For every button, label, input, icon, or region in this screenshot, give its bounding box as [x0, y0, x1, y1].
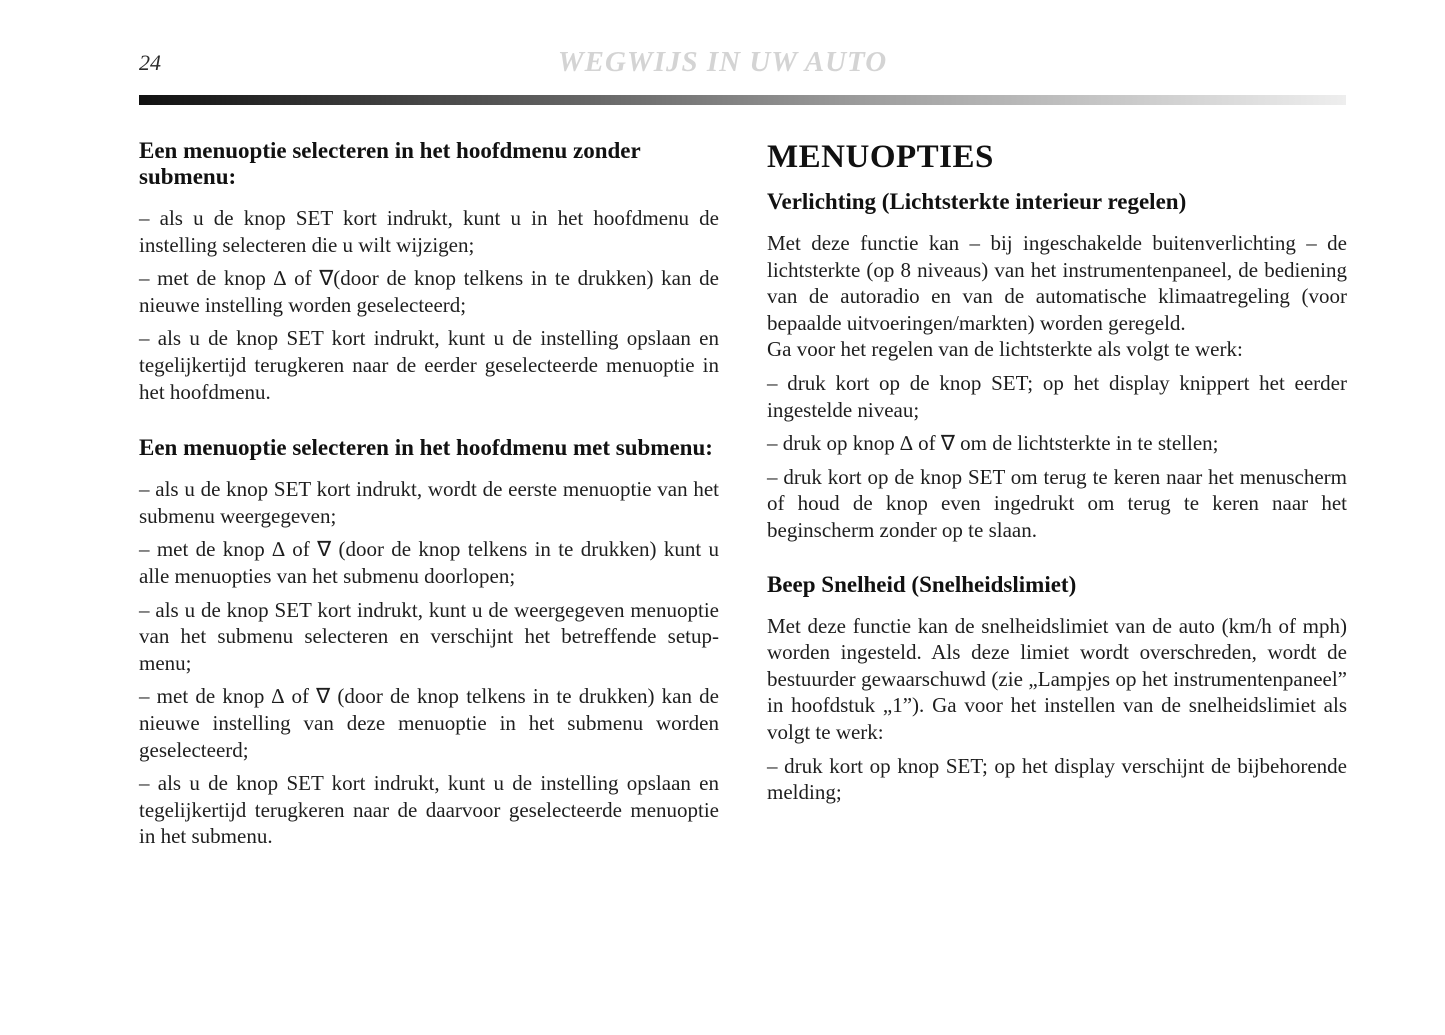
paragraph: – als u de knop SET kort indrukt, kunt u de weergegeven menuoptie van het submenu selecteren en verschijnt het betreffende setup-menu; [139, 597, 719, 675]
paragraph: – als u de knop SET kort indrukt, kunt u in het hoofdmenu de instelling selecteren die u wilt wijzigen; [139, 206, 719, 257]
header-rule [139, 95, 1346, 105]
section-heading-no-submenu: Een menuoptie selecteren in het hoofdmenu zonder submenu: [139, 138, 641, 189]
section-heading-with-submenu: Een menuoptie selecteren in het hoofdmenu met submenu: [139, 435, 713, 461]
right-column [767, 138, 1347, 813]
paragraph: – als u de knop SET kort indrukt, kunt u de instelling opslaan en tegelijkertijd terugkeren naar de daarvoor geselecteerde menuoptie in het submenu. [139, 771, 719, 849]
page-number: 24 [139, 50, 161, 75]
paragraph: – druk kort op de knop SET om terug te keren naar het menuscherm of houd de knop even ingedrukt om terug te keren naar het beginscherm zonder op te slaan. [767, 464, 1347, 542]
section-heading-verlichting: Verlichting (Lichtsterkte interieur regelen) [767, 189, 1187, 214]
paragraph: – met de knop ∆ of ∇ (door de knop telkens in te drukken) kan de nieuwe instelling van deze menuoptie in het submenu worden geselecteerd; [139, 684, 719, 762]
paragraph: Ga voor het regelen van de lichtsterkte als volgt te werk: [767, 337, 1243, 362]
running-title: WEGWIJS IN UW AUTO [557, 46, 888, 78]
paragraph: – met de knop ∆ of ∇ (door de knop telkens in te drukken) kunt u alle menuopties van het submenu doorlopen; [139, 537, 719, 588]
paragraph: – druk kort op knop SET; op het display verschijnt de bijbehorende melding; [767, 753, 1347, 805]
paragraph: – als u de knop SET kort indrukt, wordt de eerste menuoptie van het submenu weergegeven; [139, 477, 719, 528]
paragraph: – druk kort op de knop SET; op het display knippert het eerder ingestelde niveau; [767, 370, 1347, 422]
paragraph: Met deze functie kan – bij ingeschakelde buitenverlichting – de lichtsterkte (op 8 niveaus) van het instrumentenpaneel, de bediening van de autoradio en van de automatische klimaatregeling (voor bepaalde uitvoeringen/markten) worden geregeld. [767, 231, 1347, 335]
main-heading: MENUOPTIES [767, 139, 994, 175]
paragraph: – met de knop ∆ of ∇(door de knop telkens in te drukken) kan de nieuwe instelling worden geselecteerd; [139, 266, 719, 317]
section-heading-beep-snelheid: Beep Snelheid (Snelheidslimiet) [767, 571, 1077, 597]
paragraph: – als u de knop SET kort indrukt, kunt u de instelling opslaan en tegelijkertijd terugkeren naar de eerder geselecteerde menuoptie in het hoofdmenu. [139, 326, 719, 404]
paragraph: Met deze functie kan de snelheidslimiet van de auto (km/h of mph) worden ingesteld. Als deze limiet wordt overschreden, wordt de bestuurder gewaarschuwd (zie „Lampjes op het instrumentenpaneel” in hoofdstuk „1”). Ga voor het instellen van de snelheidslimiet als volgt te werk: [767, 613, 1347, 744]
left-column [139, 138, 719, 857]
paragraph: – druk op knop ∆ of ∇ om de lichtsterkte in te stellen; [767, 431, 1219, 456]
